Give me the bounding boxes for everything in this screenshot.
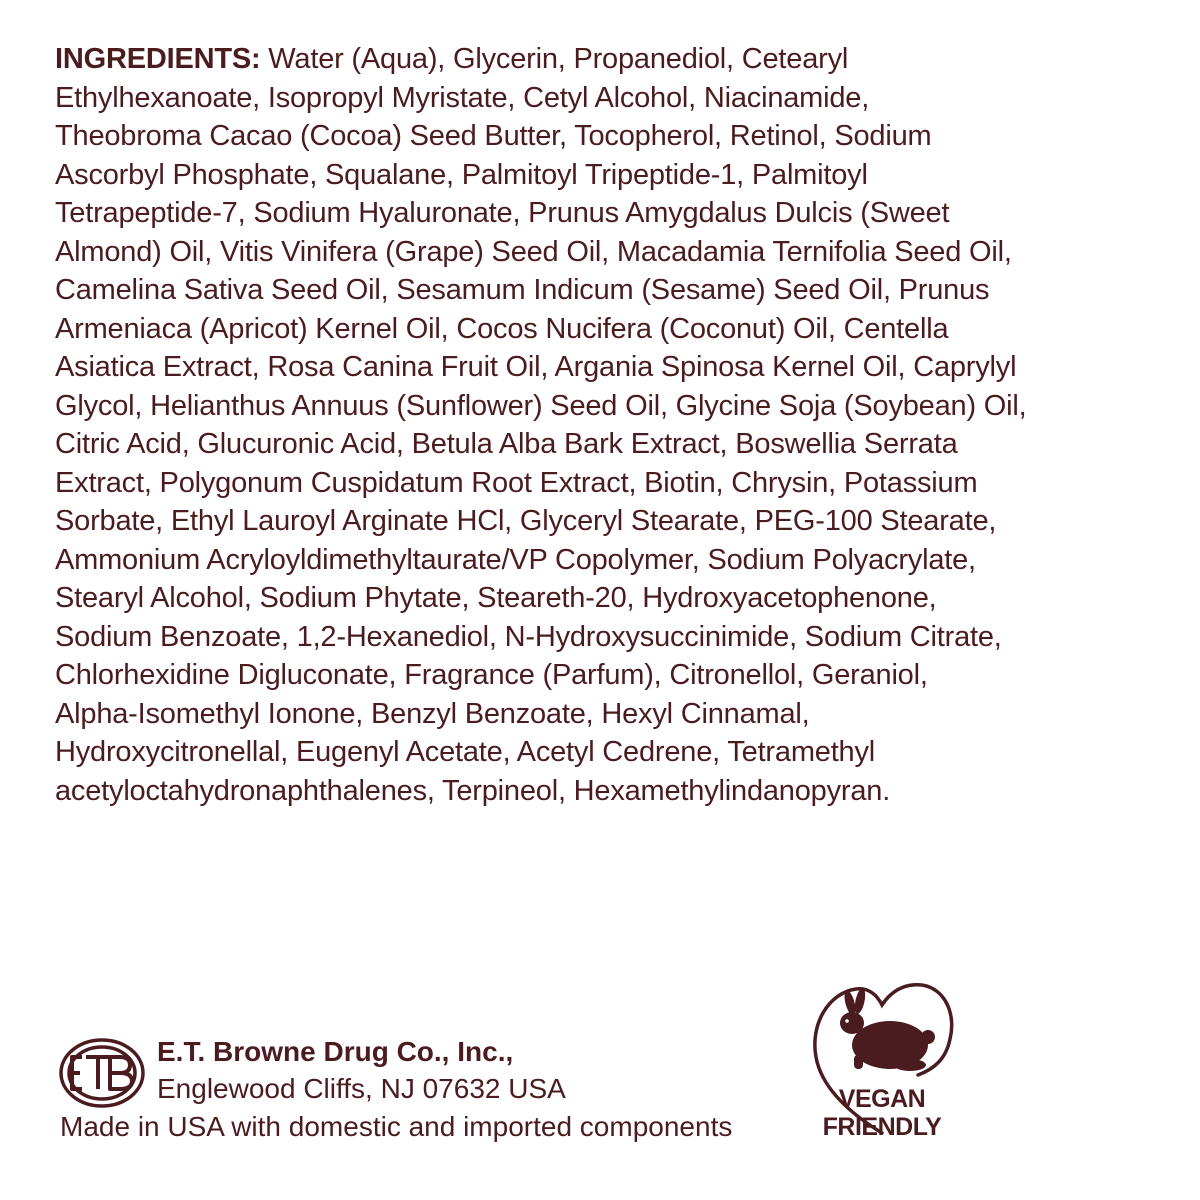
ingredients-line: Theobroma Cacao (Cocoa) Seed Butter, Tocopherol, Retinol, Sodium — [55, 120, 932, 152]
vegan-label-line2: FRIENDLY — [822, 1113, 942, 1141]
ingredients-line: Camelina Sativa Seed Oil, Sesamum Indicum (Sesame) Seed Oil, Prunus — [55, 274, 990, 306]
ingredients-line: Ammonium Acryloyldimethyltaurate/VP Copolymer, Sodium Polyacrylate, — [55, 543, 976, 576]
vegan-friendly-label — [806, 1085, 958, 1141]
ingredients-line: Sorbate, Ethyl Lauroyl Arginate HCl, Glyceryl Stearate, PEG-100 Stearate, — [55, 505, 997, 537]
ingredients-line: Stearyl Alcohol, Sodium Phytate, Steareth-20, Hydroxyacetophenone, — [55, 582, 937, 614]
ingredients-line: Asiatica Extract, Rosa Canina Fruit Oil, Argania Spinosa Kernel Oil, Caprylyl — [55, 351, 1017, 383]
company-name: E.T. Browne Drug Co., Inc., — [157, 1036, 514, 1067]
ingredients-label: INGREDIENTS: — [55, 43, 261, 75]
ingredients-line: Hydroxycitronellal, Eugenyl Acetate, Acetyl Cedrene, Tetramethyl — [55, 736, 876, 768]
ingredients-line: Sodium Benzoate, 1,2-Hexanediol, N-Hydroxysuccinimide, Sodium Citrate, — [55, 620, 1002, 653]
company-address: Englewood Cliffs, NJ 07632 USA — [157, 1073, 566, 1104]
vegan-label-line1: VEGAN — [838, 1085, 926, 1113]
ingredients-line: Extract, Polygonum Cuspidatum Root Extract, Biotin, Chrysin, Potassium — [55, 466, 978, 499]
made-in-statement: Made in USA with domestic and imported components — [60, 1111, 733, 1142]
ingredients-line — [55, 40, 1147, 79]
ingredients-line: Alpha-Isomethyl Ionone, Benzyl Benzoate, Hexyl Cinnamal, — [55, 697, 810, 730]
ingredients-line: Ascorbyl Phosphate, Squalane, Palmitoyl Tripeptide-1, Palmitoyl — [55, 158, 868, 191]
ingredients-line: Citric Acid, Glucuronic Acid, Betula Alba Bark Extract, Boswellia Serrata — [55, 428, 958, 460]
ingredients-line: Tetrapeptide-7, Sodium Hyaluronate, Prunus Amygdalus Dulcis (Sweet — [55, 197, 950, 229]
ingredients-line: Almond) Oil, Vitis Vinifera (Grape) Seed Oil, Macadamia Ternifolia Seed Oil, — [55, 235, 1012, 268]
ingredients-line: acetyloctahydronaphthalenes, Terpineol, Hexamethylindanopyran. — [55, 774, 891, 807]
ingredients-text: Water (Aqua), Glycerin, Propanediol, Cetearyl — [260, 43, 849, 75]
ingredients-list — [55, 40, 1147, 810]
etb-monogram-icon — [58, 1037, 146, 1109]
ingredients-line: Glycol, Helianthus Annuus (Sunflower) Seed Oil, Glycine Soja (Soybean) Oil, — [55, 389, 1027, 422]
ingredients-line: Armeniaca (Apricot) Kernel Oil, Cocos Nucifera (Coconut) Oil, Centella — [55, 312, 949, 345]
ingredients-line: Ethylhexanoate, Isopropyl Myristate, Cetyl Alcohol, Niacinamide, — [55, 81, 870, 114]
ingredients-line: Chlorhexidine Digluconate, Fragrance (Parfum), Citronellol, Geraniol, — [55, 659, 928, 691]
